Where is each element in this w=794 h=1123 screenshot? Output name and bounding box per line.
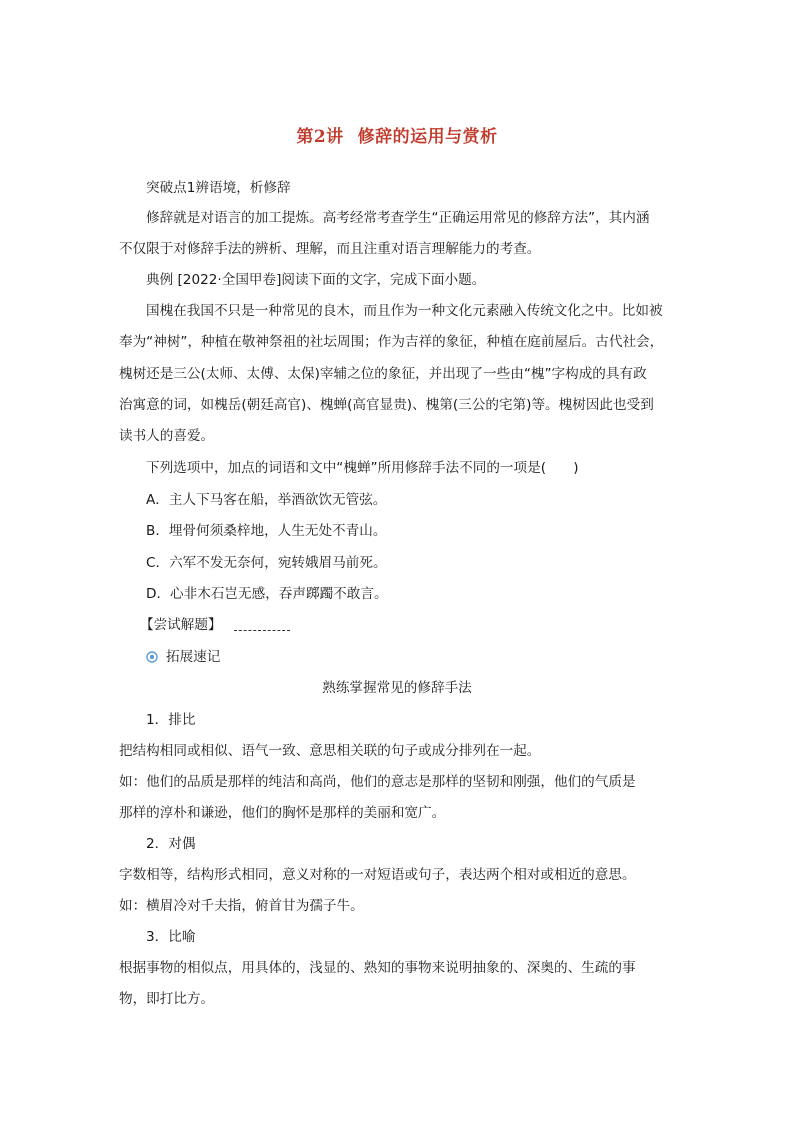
item-3-number: 3．比喻 [146, 929, 196, 945]
passage-line-3: 槐树还是三公(太师、太傅、太保)宰辅之位的象征，并出现了一些由“槐”字构成的具有政 [119, 366, 647, 382]
item-2-line-2: 如：横眉冷对千夫指，俯首甘为孺子牛。 [119, 898, 364, 914]
expand-bubble-icon [146, 651, 158, 663]
passage-line-4: 治寓意的词，如槐岳(朝廷高官)、槐蝉(高官显贵)、槐第(三公的宅第)等。槐树因此也受到 [119, 397, 654, 413]
intro-line-2: 不仅限于对修辞手法的辨析、理解，而且注重对语言理解能力的考查。 [119, 241, 541, 257]
option-c: C．六军不发无奈何，宛转娥眉马前死。 [146, 555, 387, 571]
item-3-line-2: 物，即打比方。 [119, 991, 215, 1007]
section-heading: 突破点1辨语境，析修辞 [146, 180, 291, 196]
expand-label: 拓展速记 [166, 649, 221, 665]
option-a: A．主人下马客在船，举酒欲饮无管弦。 [146, 492, 387, 508]
item-2-line-1: 字数相等，结构形式相同，意义对称的一对短语或句子，表达两个相对或相近的意思。 [119, 867, 636, 883]
option-d: D．心非木石岂无感，吞声踯躅不敢言。 [146, 586, 388, 602]
item-1-line-1: 把结构相同或相似、语气一致、意思相关联的句子或成分排列在一起。 [119, 743, 541, 759]
passage-line-1: 国槐在我国不只是一种常见的良木，而且作为一种文化元素融入传统文化之中。比如被 [146, 303, 663, 319]
try-solve-label: 【尝试解题】 [140, 617, 222, 633]
lecture-name: 修辞的运用与赏析 [357, 127, 498, 147]
item-1-line-3: 那样的淳朴和谦逊，他们的胸怀是那样的美丽和宽广。 [119, 805, 446, 821]
answer-blank[interactable] [234, 620, 290, 631]
item-2-number: 2．对偶 [146, 836, 196, 852]
expand-heading: 熟练掌握常见的修辞手法 [322, 680, 472, 696]
try-solve-row [140, 615, 290, 635]
intro-line-1: 修辞就是对语言的加工提炼。高考经常考查学生“正确运用常见的修辞方法”，其内涵 [146, 210, 650, 226]
passage-line-5: 读书人的喜爱。 [119, 428, 215, 444]
item-3-line-1: 根据事物的相似点，用具体的，浅显的、熟知的事物来说明抽象的、深奥的、生疏的事 [119, 960, 636, 976]
question-text: 下列选项中，加点的词语和文中“槐蝉”所用修辞手法不同的一项是( ) [146, 460, 579, 476]
example-label: 典例 [2022·全国甲卷]阅读下面的文字，完成下面小题。 [146, 272, 486, 288]
item-1-line-2: 如：他们的品质是那样的纯洁和高尚，他们的意志是那样的坚韧和刚强，他们的气质是 [119, 774, 636, 790]
passage-line-2: 奉为“神树”，种植在敬神祭祖的社坛周围；作为吉祥的象征，种植在庭前屋后。古代社会， [119, 334, 664, 350]
option-b: B．埋骨何须桑梓地，人生无处不青山。 [146, 523, 387, 539]
item-1-number: 1．排比 [146, 712, 196, 728]
lecture-number: 第2讲 [296, 127, 344, 147]
page-title [0, 122, 794, 147]
